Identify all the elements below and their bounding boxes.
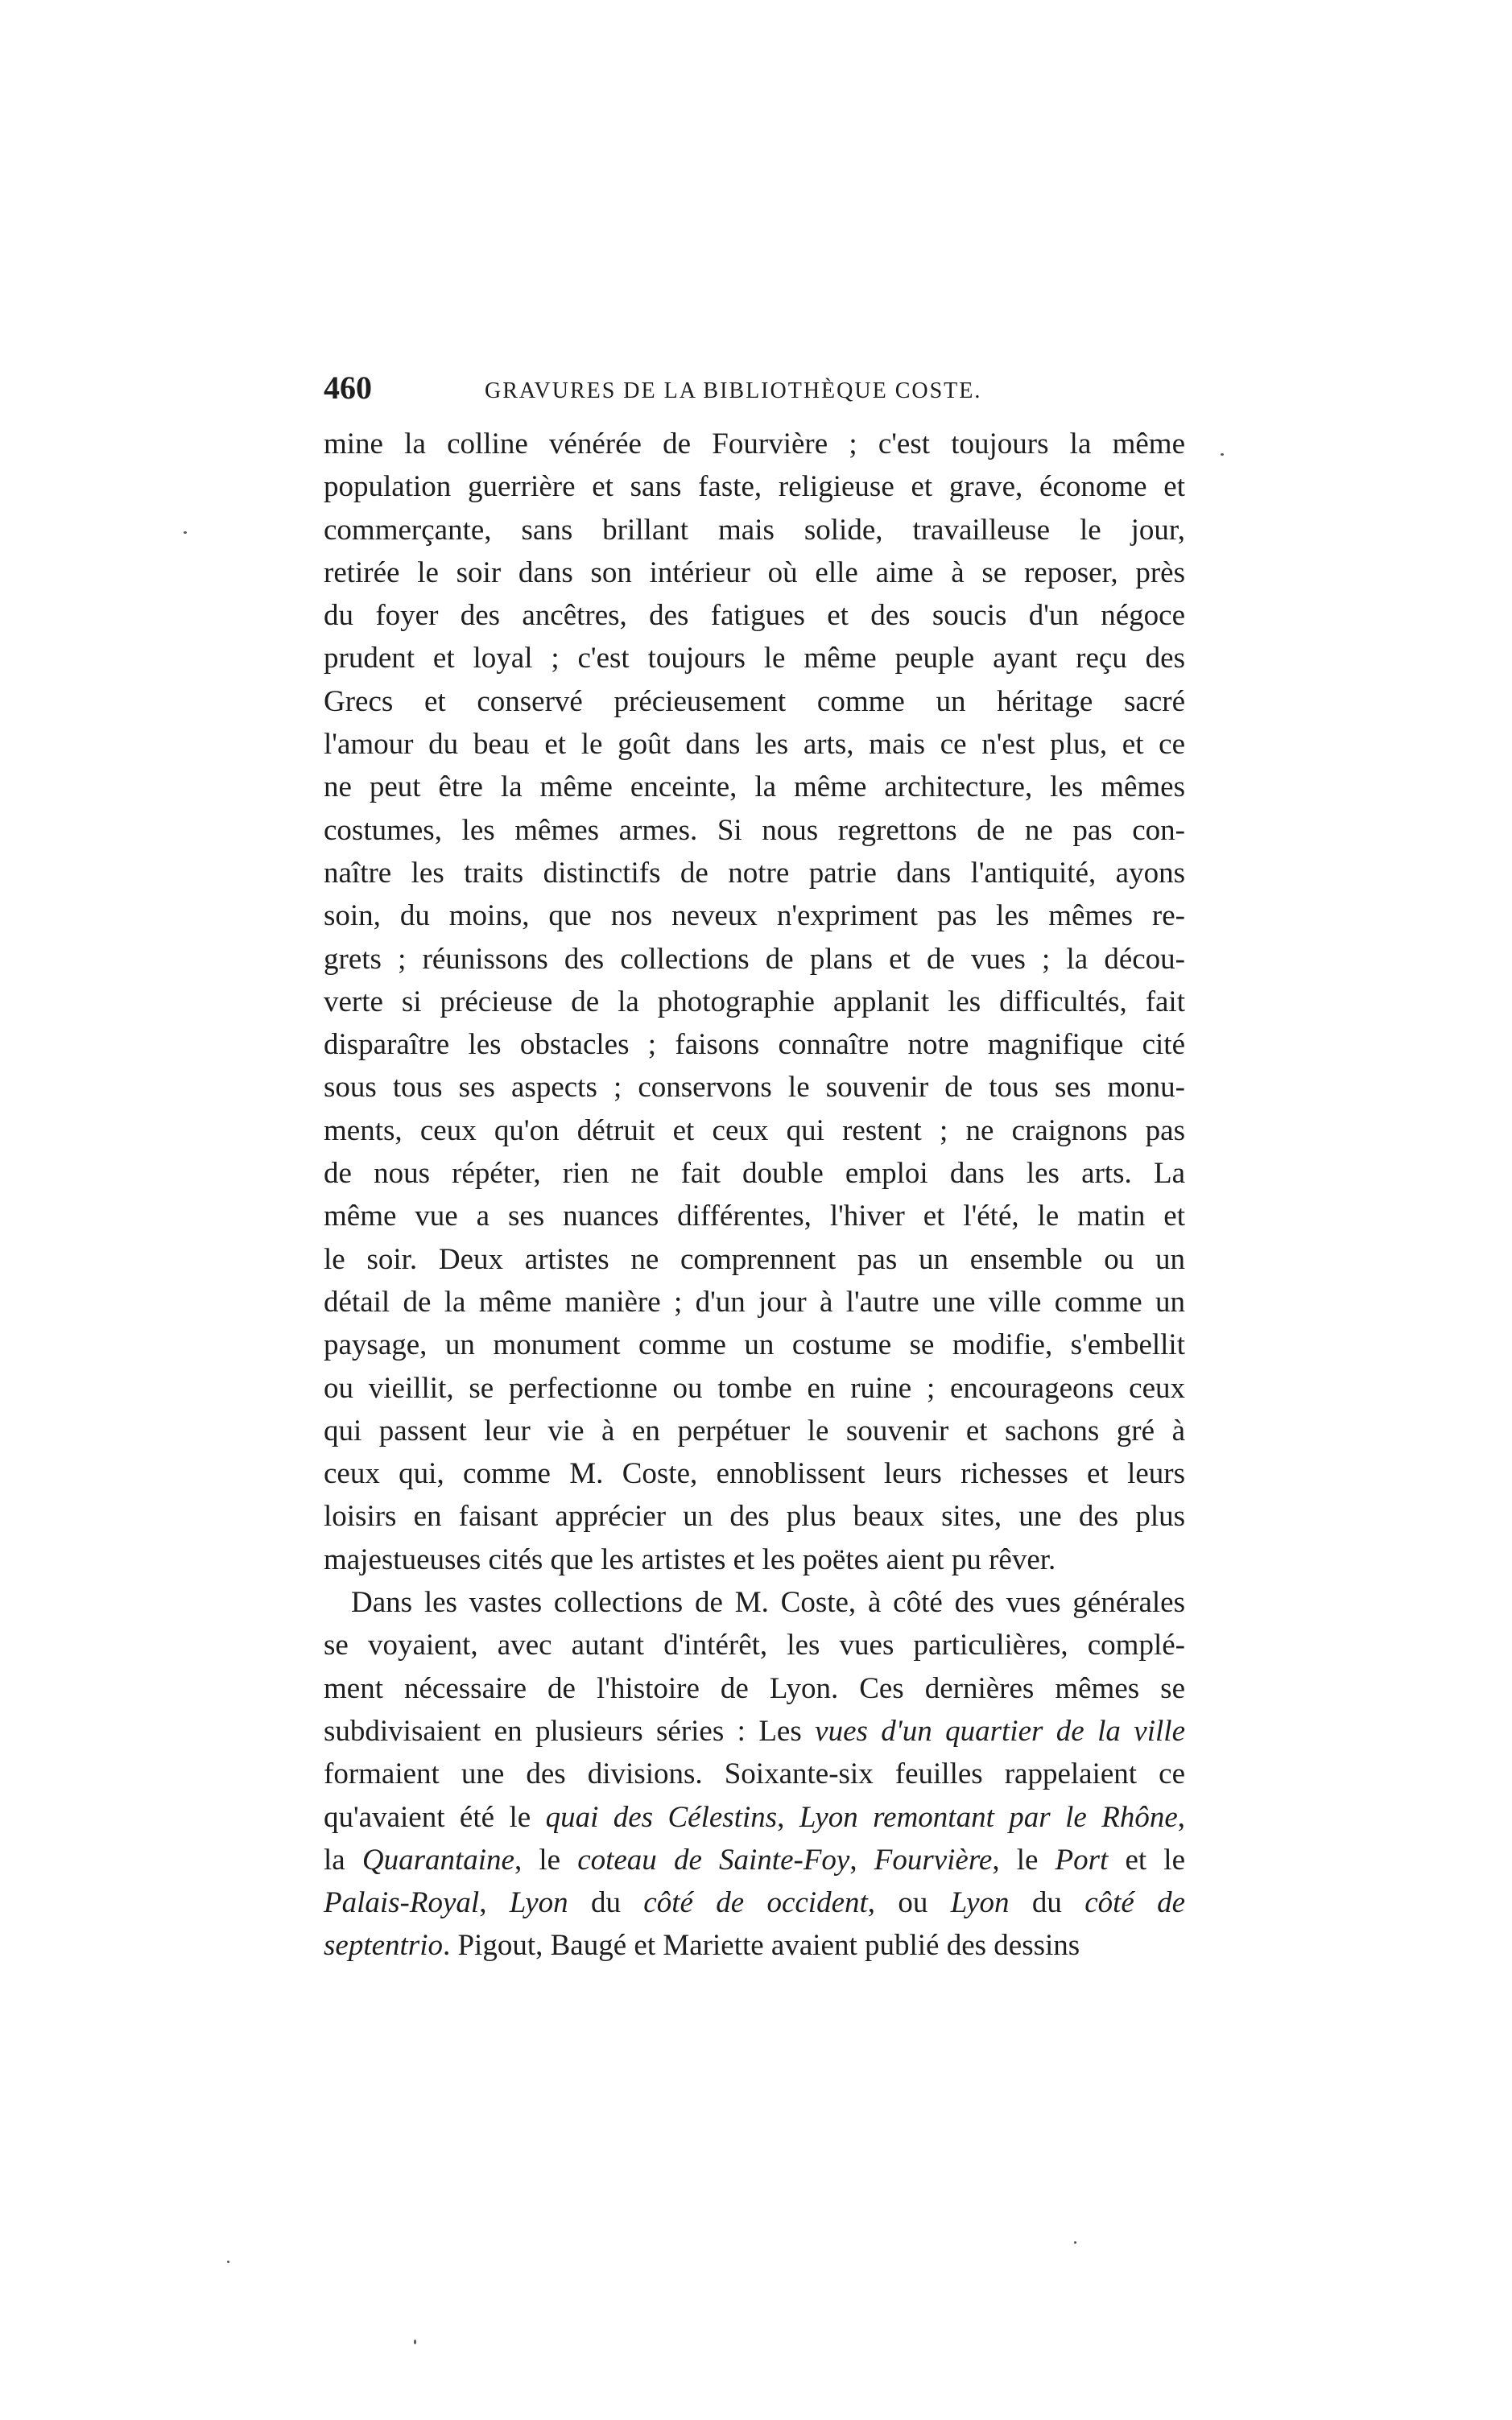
text-segment: verte si précieuse de la photographie applanit les difficultés, fait xyxy=(324,985,1185,1018)
italic-segment: quai des Célestins xyxy=(545,1800,778,1834)
text-segment: naître les traits distinctifs de notre patrie dans l'antiquité, ayons xyxy=(324,856,1185,890)
text-segment: détail de la même manière ; d'un jour à l'autre une ville comme un xyxy=(324,1285,1185,1319)
italic-segment: Fourvière xyxy=(874,1843,993,1877)
text-line xyxy=(324,1796,1185,1839)
text-line xyxy=(324,1452,1185,1495)
text-segment: qui passent leur vie à en perpétuer le souvenir et sachons gré à xyxy=(324,1414,1185,1447)
italic-segment: coteau de Sainte-Foy xyxy=(577,1843,850,1877)
text-segment: soin, du moins, que nos neveux n'expriment pas les mêmes re- xyxy=(324,899,1185,933)
text-segment: ceux qui, comme M. Coste, ennoblissent leurs richesses et leurs xyxy=(324,1457,1185,1491)
italic-segment: septentrio xyxy=(324,1929,443,1963)
text-segment: ne peut être la même enceinte, la même architecture, les mêmes xyxy=(324,770,1185,804)
text-line xyxy=(324,1281,1185,1324)
text-segment: l'amour du beau et le goût dans les arts, mais ce n'est plus, et ce xyxy=(324,728,1185,762)
text-line xyxy=(324,1924,1185,1967)
text-line xyxy=(324,981,1185,1023)
text-segment: paysage, un monument comme un costume se modifie, s'embellit xyxy=(324,1328,1185,1362)
text-segment: costumes, les mêmes armes. Si nous regrettons de ne pas con- xyxy=(324,813,1185,847)
text-line xyxy=(324,1324,1185,1366)
text-segment: même vue a ses nuances différentes, l'hiver et l'été, le matin et xyxy=(324,1200,1185,1233)
text-line xyxy=(324,766,1185,808)
text-line xyxy=(324,723,1185,766)
text-segment: grets ; réunissons des collections de plans et de vues ; la décou- xyxy=(324,942,1185,976)
text-line xyxy=(324,423,1185,465)
text-line xyxy=(324,1152,1185,1195)
text-segment: mine la colline vénérée de Fourvière ; c'est toujours la même xyxy=(324,427,1185,460)
text-segment: du xyxy=(568,1886,644,1920)
italic-segment: Lyon xyxy=(950,1886,1010,1920)
text-segment: Grecs et conservé précieusement comme un héritage sacré xyxy=(324,684,1185,718)
text-segment: ou vieillit, se perfectionne ou tombe en ruine ; encourageons ceux xyxy=(324,1371,1185,1405)
text-line xyxy=(324,680,1185,723)
italic-segment: côté de occident xyxy=(643,1886,868,1920)
text-segment: population guerrière et sans faste, religieuse et grave, économe et xyxy=(324,470,1185,504)
text-line xyxy=(324,1195,1185,1237)
text-segment: loisirs en faisant apprécier un des plus beaux sites, une des plus xyxy=(324,1500,1185,1534)
text-segment: le soir. Deux artistes ne comprennent pas un ensemble ou un xyxy=(324,1242,1185,1276)
text-segment: ments, ceux qu'on détruit et ceux qui restent ; ne craignons pas xyxy=(324,1113,1185,1147)
text-segment: , le xyxy=(992,1843,1056,1877)
italic-segment: vues d'un quartier de la ville xyxy=(815,1714,1185,1748)
text-segment: Dans les vastes collections de M. Coste, à côté des vues générales xyxy=(351,1586,1185,1620)
text-line xyxy=(324,465,1185,508)
print-speck xyxy=(1221,453,1224,456)
text-line xyxy=(324,1538,1185,1581)
text-line xyxy=(324,1753,1185,1795)
text-line xyxy=(324,1710,1185,1753)
text-line xyxy=(324,1581,1185,1624)
text-line xyxy=(324,938,1185,981)
print-speck xyxy=(1074,2241,1076,2244)
text-segment: formaient une des divisions. Soixante-six feuilles rappelaient ce xyxy=(324,1757,1185,1791)
italic-segment: Palais-Royal xyxy=(324,1886,480,1920)
text-segment: la xyxy=(324,1843,362,1877)
text-segment: du foyer des ancêtres, des fatigues et des soucis d'un négoce xyxy=(324,599,1185,633)
text-segment: , xyxy=(849,1843,874,1877)
text-line xyxy=(324,509,1185,551)
text-segment: qu'avaient été le xyxy=(324,1800,546,1834)
text-line xyxy=(324,1367,1185,1410)
text-segment: prudent et loyal ; c'est toujours le même peuple ayant reçu des xyxy=(324,642,1185,675)
text-segment: majestueuses cités que les artistes et les poëtes aient pu rêver. xyxy=(324,1542,1056,1576)
text-segment: se voyaient, avec autant d'intérêt, les vues particulières, complé- xyxy=(324,1629,1185,1662)
text-segment: , ou xyxy=(867,1886,951,1920)
italic-segment: Lyon remontant par le Rhône xyxy=(799,1800,1178,1834)
text-segment: disparaître les obstacles ; faisons connaître notre magnifique cité xyxy=(324,1028,1185,1062)
text-segment: subdivisaient en plusieurs séries : Les xyxy=(324,1714,816,1748)
text-line xyxy=(324,551,1185,594)
italic-segment: Quarantaine xyxy=(361,1843,514,1877)
page-number: 460 xyxy=(324,370,372,406)
text-segment: de nous répéter, rien ne fait double emploi dans les arts. La xyxy=(324,1157,1185,1191)
text-line xyxy=(324,1109,1185,1152)
text-line xyxy=(324,1023,1185,1066)
text-line xyxy=(324,594,1185,637)
text-line xyxy=(324,894,1185,937)
italic-segment: côté de xyxy=(1084,1886,1186,1920)
print-speck xyxy=(184,531,187,534)
text-line xyxy=(324,637,1185,679)
running-title: GRAVURES DE LA BIBLIOTHÈQUE COSTE. xyxy=(485,378,982,403)
page-header xyxy=(324,364,1185,412)
text-line xyxy=(324,1066,1185,1109)
text-segment: . Pigout, Baugé et Mariette avaient publié des dessins xyxy=(442,1929,1080,1963)
text-line xyxy=(324,1839,1185,1881)
text-segment: , xyxy=(479,1886,510,1920)
text-segment: , le xyxy=(514,1843,578,1877)
text-line xyxy=(324,1667,1185,1710)
text-segment: , xyxy=(1177,1800,1185,1834)
text-segment: retirée le soir dans son intérieur où elle aime à se reposer, près xyxy=(324,555,1185,589)
text-segment: , xyxy=(777,1800,799,1834)
text-line xyxy=(324,1881,1185,1924)
body-text xyxy=(324,423,1185,1968)
text-segment: et le xyxy=(1108,1843,1186,1877)
text-line xyxy=(324,1238,1185,1281)
text-segment: ment nécessaire de l'histoire de Lyon. Ces dernières mêmes se xyxy=(324,1671,1185,1705)
print-speck xyxy=(227,2261,229,2263)
text-line xyxy=(324,1624,1185,1666)
print-speck xyxy=(414,2339,416,2344)
text-line xyxy=(324,852,1185,894)
text-line xyxy=(324,809,1185,852)
text-segment: du xyxy=(1009,1886,1085,1920)
text-line xyxy=(324,1410,1185,1452)
text-segment: sous tous ses aspects ; conservons le souvenir de tous ses monu- xyxy=(324,1071,1185,1105)
italic-segment: Port xyxy=(1055,1843,1109,1877)
text-segment: commerçante, sans brillant mais solide, travailleuse le jour, xyxy=(324,513,1185,547)
text-line xyxy=(324,1495,1185,1538)
italic-segment: Lyon xyxy=(509,1886,568,1920)
